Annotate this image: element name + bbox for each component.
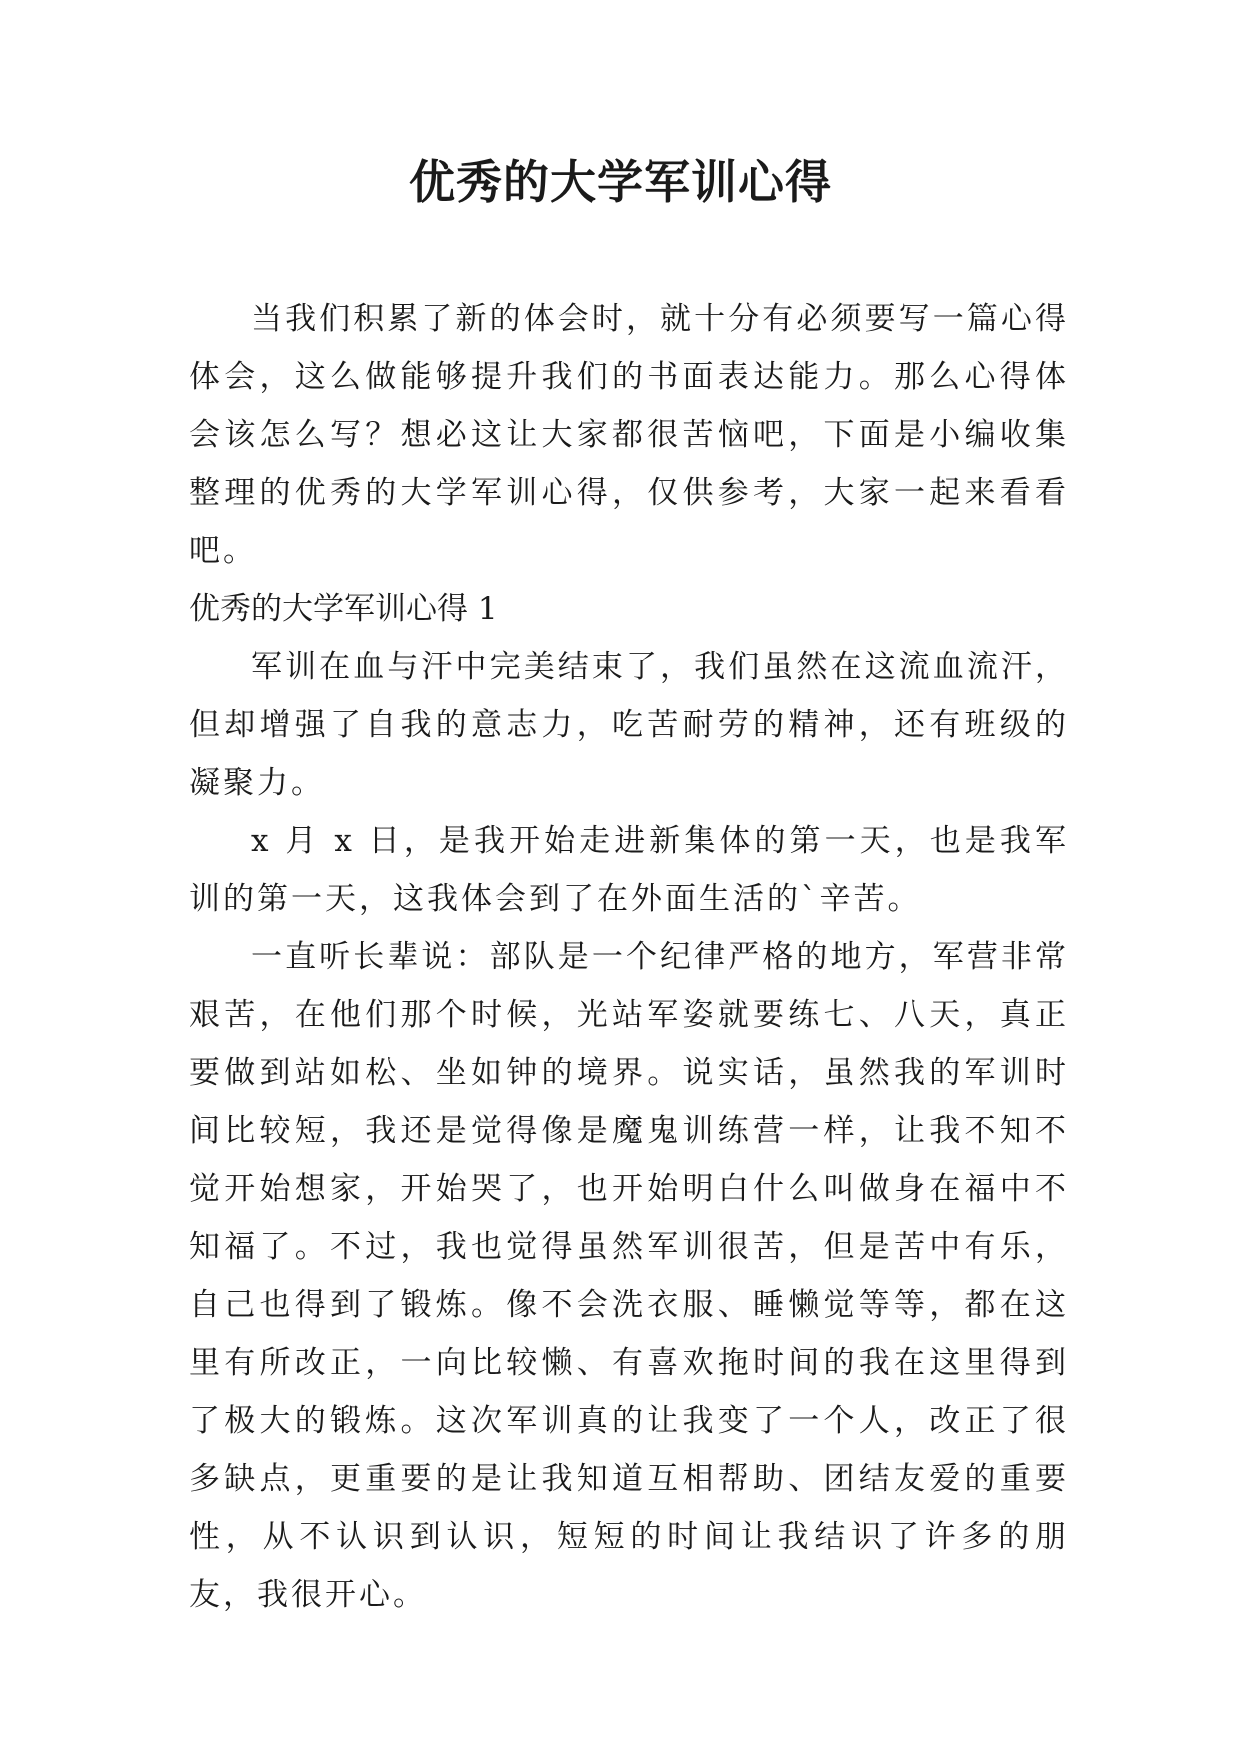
intro-paragraph: 当我们积累了新的体会时，就十分有必须要写一篇心得体会，这么做能够提升我们的书面表达能力。那么心得体会该怎么写？想必这让大家都很苦恼吧，下面是小编收集整理的优秀的大学军训心得，仅供参考，大家一起来看看吧。	[189, 301, 1069, 569]
section-paragraph: 军训在血与汗中完美结束了，我们虽然在这流血流汗，但却增强了自我的意志力，吃苦耐劳的精神，还有班级的凝聚力。	[189, 649, 1069, 801]
section-1	[189, 580, 1069, 1624]
document-title: 优秀的大学军训心得	[409, 155, 832, 209]
section-paragraph: x 月 x 日，是我开始走进新集体的第一天，也是我军训的第一天，这我体会到了在外面生活的`辛苦。	[189, 823, 1069, 917]
section-heading: 优秀的大学军训心得 1	[189, 591, 498, 627]
intro-block	[189, 290, 1069, 580]
section-paragraph: 一直听长辈说：部队是一个纪律严格的地方，军营非常艰苦，在他们那个时候，光站军姿就要练七、八天，真正要做到站如松、坐如钟的境界。说实话，虽然我的军训时间比较短，我还是觉得像是魔鬼训练营一样，让我不知不觉开始想家，开始哭了，也开始明白什么叫做身在福中不知福了。不过，我也觉得虽然军训很苦，但是苦中有乐，自己也得到了锻炼。像不会洗衣服、睡懒觉等等，都在这里有所改正，一向比较懒、有喜欢拖时间的我在这里得到了极大的锻炼。这次军训真的让我变了一个人，改正了很多缺点，更重要的是让我知道互相帮助、团结友爱的重要性，从不认识到认识，短短的时间让我结识了许多的朋友，我很开心。	[189, 939, 1069, 1613]
